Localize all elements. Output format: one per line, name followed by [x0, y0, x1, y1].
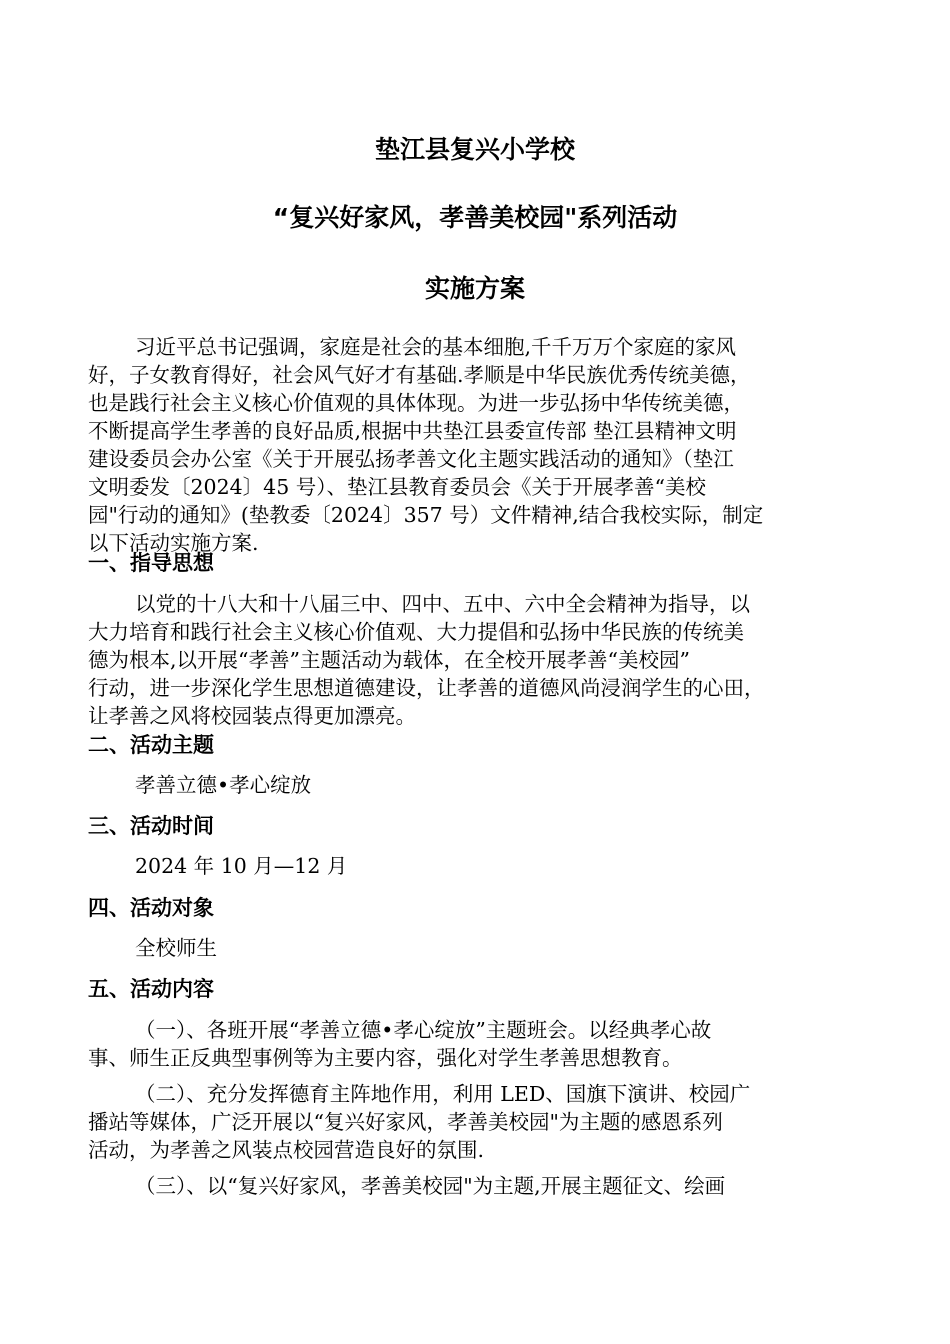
- section-heading-activity-content: 五、活动内容: [88, 977, 214, 1001]
- section1-line: 以党的十八大和十八届三中、四中、五中、六中全会精神为指导，以: [135, 592, 750, 616]
- intro-line: 建设委员会办公室《关于开展弘扬孝善文化主题实践活动的通知》（垫江: [88, 447, 734, 471]
- intro-line: 以下活动实施方案.: [88, 531, 259, 555]
- section-heading-activity-theme: 二、活动主题: [88, 733, 214, 757]
- activity-target-text: 全校师生: [135, 936, 217, 960]
- activity-series-title: “复兴好家风，孝善美校园"系列活动: [272, 203, 678, 232]
- intro-line: 习近平总书记强调，家庭是社会的基本细胞,千千万万个家庭的家风: [135, 335, 737, 359]
- section1-line: 大力培育和践行社会主义核心价值观、大力提倡和弘扬中华民族的传统美: [88, 620, 744, 644]
- intro-line: 文明委发〔2024〕45 号）、垫江县教育委员会《关于开展孝善“美校: [88, 475, 707, 499]
- content-item3-line: （三）、以“复兴好家风，孝善美校园"为主题,开展主题征文、绘画: [135, 1174, 726, 1198]
- content-item1-line: （一）、各班开展“孝善立德•孝心绽放”主题班会。以经典孝心故: [135, 1018, 712, 1042]
- plan-title: 实施方案: [424, 274, 525, 303]
- intro-line: 也是践行社会主义核心价值观的具体体现。为进一步弘扬中华传统美德，: [88, 391, 744, 415]
- content-item2-line: 活动，为孝善之风装点校园营造良好的氛围.: [88, 1138, 485, 1162]
- activity-theme-text: 孝善立德•孝心绽放: [135, 773, 312, 797]
- section1-line: 行动，进一步深化学生思想道德建设，让孝善的道德风尚浸润学生的心田，: [88, 676, 765, 700]
- intro-line: 好，子女教育得好，社会风气好才有基础.孝顺是中华民族优秀传统美德，: [88, 363, 751, 387]
- content-item2-line: 播站等媒体，广泛开展以“复兴好家风，孝善美校园"为主题的感恩系列: [88, 1110, 723, 1134]
- content-item2-line: （二）、充分发挥德育主阵地作用，利用 LED、国旗下演讲、校园广: [135, 1082, 751, 1106]
- activity-time-text: 2024 年 10 月—12 月: [135, 854, 348, 878]
- section-heading-activity-time: 三、活动时间: [88, 814, 214, 838]
- section1-line: 德为根本,以开展“孝善”主题活动为载体，在全校开展孝善“美校园”: [88, 648, 690, 672]
- school-name-title: 垫江县复兴小学校: [374, 135, 575, 164]
- content-item1-line: 事、师生正反典型事例等为主要内容，强化对学生孝善思想教育。: [88, 1046, 683, 1070]
- section1-line: 让孝善之风将校园装点得更加漂亮。: [88, 704, 416, 728]
- section-heading-activity-target: 四、活动对象: [88, 896, 214, 920]
- intro-line: 园"行动的通知》(垫教委〔2024〕357 号）文件精神,结合我校实际，制定: [88, 503, 764, 527]
- section-heading-guiding-thought: 一、指导思想: [88, 551, 214, 575]
- intro-line: 不断提高学生孝善的良好品质,根据中共垫江县委宣传部 垫江县精神文明: [88, 419, 737, 443]
